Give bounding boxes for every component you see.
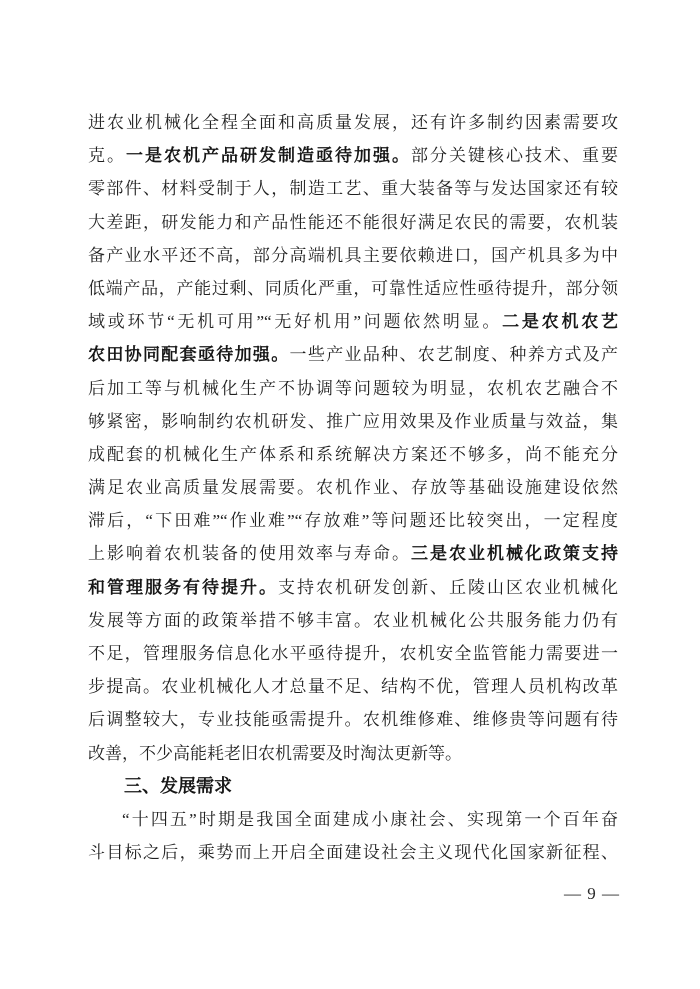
text-line [88,504,618,537]
body-text: 大差距，研发能力和产品性能还不能很好满足农民的需要，农机装 [88,212,618,232]
text-line [88,571,618,604]
body-text: 后加工等与机械化生产不协调等问题较为明显，农机农艺融合不 [88,378,618,398]
emphasis-text: 农田协同配套亟待加强。 [88,345,290,365]
body-text: 斗目标之后，乘势而上开启全面建设社会主义现代化国家新征程、 [88,843,618,863]
text-line [88,338,618,371]
body-text: 一些产业品种、农艺制度、种养方式及产 [289,345,619,365]
document-text [88,106,618,869]
emphasis-text: 三、发展需求 [124,775,232,796]
text-line [88,836,618,869]
text-line [88,703,618,736]
body-text: 够紧密，影响制约农机研发、推广应用效果及作业质量与效益，集 [88,411,618,431]
page-number: — 9 — [564,884,620,903]
text-line [88,206,618,239]
body-text: 发展等方面的政策举措不够丰富。农业机械化公共服务能力仍有 [88,610,618,630]
text-line [88,239,618,272]
body-text: 改善，不少高能耗老旧农机需要及时淘汰更新等。 [88,743,462,763]
body-text: 进农业机械化全程全面和高质量发展，还有许多制约因素需要攻 [88,113,618,132]
body-text: 低端产品，产能过剩、同质化严重，可靠性适应性亟待提升，部分领 [88,278,618,298]
body-text: 不足，管理服务信息化水平亟待提升，农机安全监管能力需要进一 [88,644,618,663]
body-text: 步提高。农业机械化人才总量不足、结构不优，管理人员机构改革 [88,677,618,697]
body-text: 后调整较大，专业技能亟需提升。农机维修难、维修贵等问题有待 [88,710,618,730]
text-line [88,737,618,770]
body-text: “十四五”时期是我国全面建成小康社会、实现第一个百年奋 [122,809,618,829]
text-line [88,537,618,570]
body-text: 零部件、材料受制于人，制造工艺、重大装备等与发达国家还有较 [88,179,618,199]
body-text: 成配套的机械化生产体系和系统解决方案还不够多，尚不能充分 [88,444,618,464]
text-line [88,637,618,670]
body-text: 域或环节“无机可用”“无好机用”问题依然明显。 [88,312,503,332]
text-line [88,670,618,703]
emphasis-text: 三是农业机械化政策支持 [411,544,618,564]
emphasis-text: 一是农机产品研发制造亟待加强。 [126,146,411,166]
text-line [88,604,618,637]
body-text: 克。 [88,146,126,166]
text-line [88,405,618,438]
body-text: 上影响着农机装备的使用效率与寿命。 [88,544,411,564]
body-text: 备产业水平还不高，部分高端机具主要依赖进口，国产机具多为中 [88,245,618,265]
text-line [88,438,618,471]
text-line [88,139,618,172]
text-line [88,471,618,504]
text-line [88,372,618,405]
text-line [88,106,618,139]
body-text: 支持农机研发创新、丘陵山区农业机械化 [278,577,618,597]
section-heading [88,770,618,803]
body-text: 部分关键核心技术、重要 [411,146,618,166]
body-text: 滞后，“下田难”“作业难”“存放难”等问题还比较突出，一定程度 [88,511,618,531]
text-line [88,305,618,338]
text-line [88,803,618,836]
body-text: 满足农业高质量发展需要。农机作业、存放等基础设施建设依然 [88,478,618,498]
emphasis-text: 二是农机农艺 [502,312,618,332]
text-line [88,172,618,205]
emphasis-text: 和管理服务有待提升。 [88,577,278,597]
text-line [88,272,618,305]
